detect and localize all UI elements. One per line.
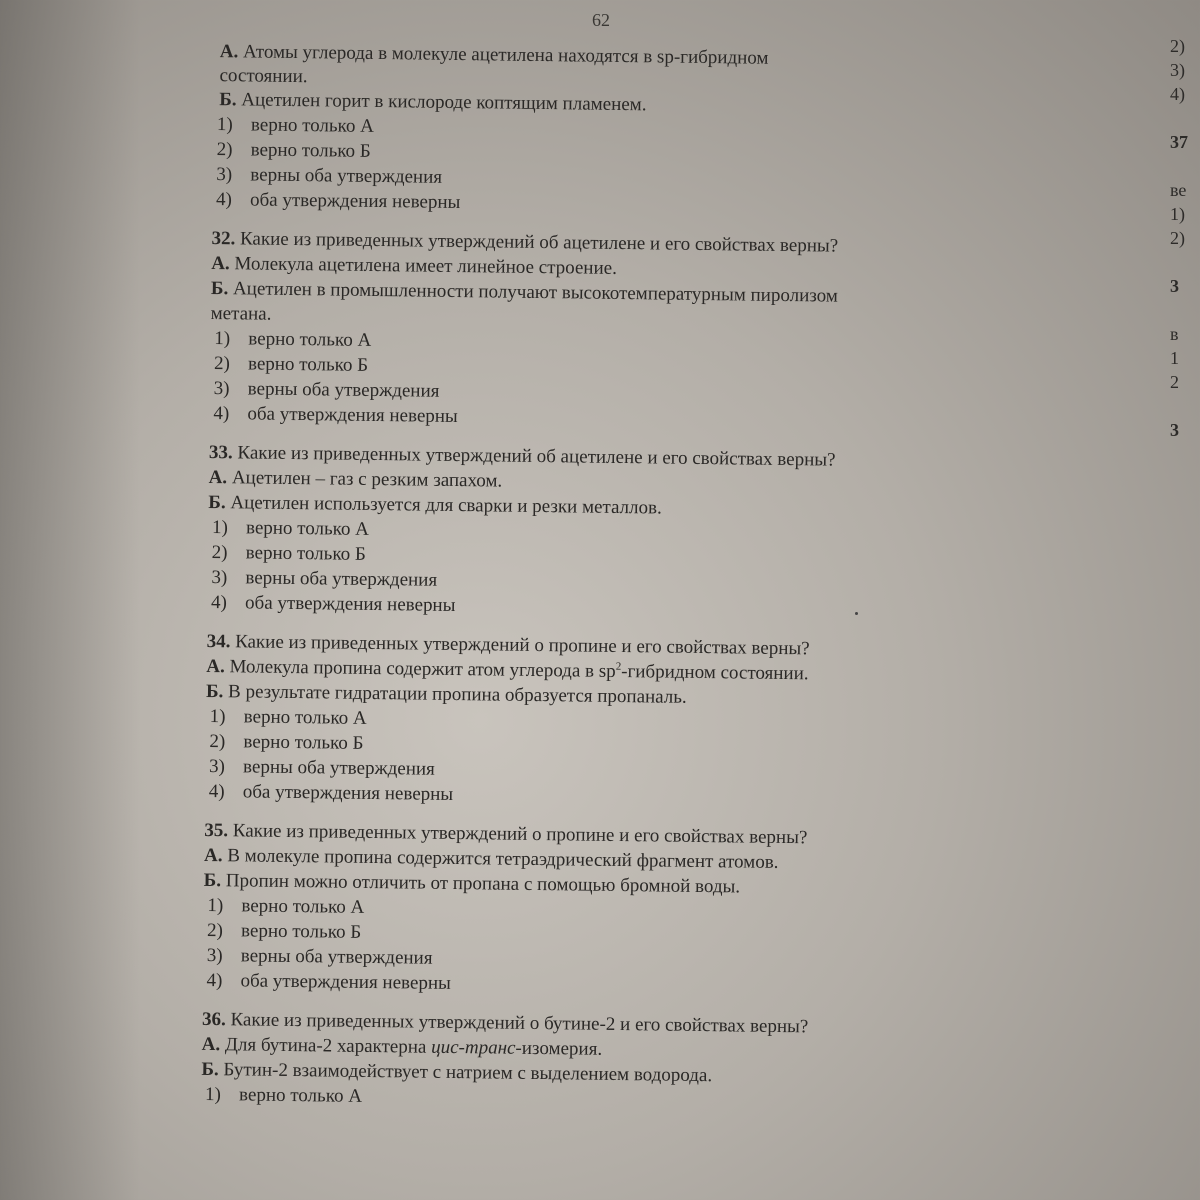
fragment-line — [1170, 250, 1200, 274]
option-item[interactable]: 2) верно только Б — [206, 919, 362, 943]
page-number: 62 — [592, 10, 610, 30]
option-item[interactable]: 4) оба утверждения неверны — [206, 969, 451, 994]
superscript: 2 — [615, 660, 622, 673]
adjacent-page-fragment — [1170, 34, 1200, 442]
question-title: 36. Какие из приведенных утверждений о бутине-2 и его свойствах верны? — [201, 1008, 809, 1038]
question-title: 35. Какие из приведенных утверждений о пропине и его свойствах верны? — [204, 819, 808, 849]
statement-b: Б. Пропин можно отличить от пропана с помощью бромной воды. — [203, 869, 741, 898]
page-shadow — [0, 0, 140, 1200]
fragment-line: 2) — [1170, 36, 1185, 56]
option-item[interactable]: 3) верны оба утверждения — [208, 755, 435, 780]
option-item[interactable]: 1) верно только А — [207, 894, 365, 918]
fragment-line: 1 — [1170, 348, 1179, 368]
fragment-line: 3) — [1170, 60, 1185, 80]
option-item[interactable]: 3) верны оба утверждения — [216, 164, 443, 188]
statement-a: А. В молекуле пропина содержится тетраэдрический фрагмент атомов. — [203, 844, 779, 873]
option-list — [212, 112, 973, 221]
question-34 — [205, 629, 967, 813]
option-item[interactable]: 1) верно только А — [214, 328, 372, 351]
option-item[interactable]: 1) верно только А — [204, 1083, 363, 1107]
statement-b-label: Б. — [219, 89, 237, 111]
option-item[interactable]: 2) верно только Б — [216, 139, 371, 162]
question-33 — [207, 440, 969, 624]
question-title: 33. Какие из приведенных утверждений об ацетилене и его свойствах верны? — [208, 441, 836, 471]
statement-b-text: Ацетилен горит в кислороде коптящим пламенем. — [236, 89, 647, 116]
fragment-line: 4) — [1170, 84, 1185, 104]
speck-mark — [855, 612, 858, 615]
fragment-line: 2 — [1170, 372, 1179, 392]
option-item[interactable]: 2) верно только Б — [209, 730, 364, 754]
fragment-line — [1170, 394, 1200, 418]
fragment-line: в — [1170, 324, 1179, 344]
question-32 — [209, 226, 971, 435]
option-list — [209, 326, 970, 435]
fragment-line: 3 — [1170, 420, 1179, 440]
option-item[interactable]: 1) верно только А — [209, 705, 367, 729]
option-item[interactable]: 2) верно только Б — [211, 542, 366, 565]
fragment-line: 37 — [1170, 132, 1188, 152]
statement-b: Б. Бутин-2 взаимодействует с натрием с выделением водорода. — [201, 1058, 713, 1087]
option-item[interactable]: 2) верно только Б — [213, 353, 369, 376]
statement-a-label: А. — [219, 41, 239, 63]
fragment-line: 1) — [1170, 204, 1185, 224]
statement-b: Б. Ацетилен используется для сварки и резки металлов. — [208, 491, 662, 519]
statement-a: А. Для бутина-2 характерна цис-транс-изомерия. — [201, 1033, 603, 1060]
statement-b: Б. Ацетилен в промышленности получают высокотемпературным пиролизом — [210, 277, 838, 307]
statement-a: А. Молекула пропина содержит атом углерода в $sp^2$-гибридном состоянии. — [206, 655, 809, 685]
option-list — [207, 515, 968, 624]
fragment-line — [1170, 154, 1200, 178]
question-35 — [202, 818, 964, 1002]
option-item[interactable]: 1) верно только А — [216, 114, 374, 137]
fragment-line: 2) — [1170, 228, 1185, 248]
option-item[interactable]: 4) оба утверждения неверны — [208, 780, 454, 805]
statement-b: Б. В результате гидратации пропина образуется пропаналь. — [205, 680, 687, 708]
fragment-line: 3 — [1170, 276, 1179, 296]
question-title: 34. Какие из приведенных утверждений о пропине и его свойствах верны? — [206, 630, 810, 660]
question-36 — [201, 1007, 962, 1116]
option-item[interactable]: 4) оба утверждения неверны — [215, 189, 461, 214]
option-item[interactable]: 1) верно только А — [211, 517, 370, 540]
statement-a: А. Молекула ацетилена имеет линейное строение. — [211, 252, 618, 279]
fragment-line — [1170, 298, 1200, 322]
statement-a: А. Ацетилен – газ с резким запахом. — [208, 466, 503, 492]
option-item[interactable]: 4) оба утверждения неверны — [210, 592, 456, 616]
option-item[interactable]: 3) верны оба утверждения — [213, 378, 440, 402]
statement-a-cont: состоянии. — [219, 65, 308, 88]
option-list — [202, 893, 963, 1002]
fragment-line: ве — [1170, 180, 1187, 200]
intro-block — [212, 40, 974, 221]
question-title: 32. Какие из приведенных утверждений об ацетилене и его свойствах верны? — [211, 227, 839, 257]
option-item[interactable]: 3) верны оба утверждения — [211, 567, 438, 591]
italic-term: цис-транс — [431, 1036, 516, 1059]
fragment-line — [1170, 106, 1200, 130]
option-item[interactable]: 4) оба утверждения неверны — [213, 403, 458, 428]
statement-b-cont: метана. — [210, 302, 272, 325]
statement-a-text: Атомы углерода в молекуле ацетилена находятся в sp-гибридном — [238, 41, 769, 69]
page-content — [201, 40, 974, 1116]
option-item[interactable]: 3) верны оба утверждения — [206, 944, 433, 969]
option-list — [205, 704, 966, 813]
